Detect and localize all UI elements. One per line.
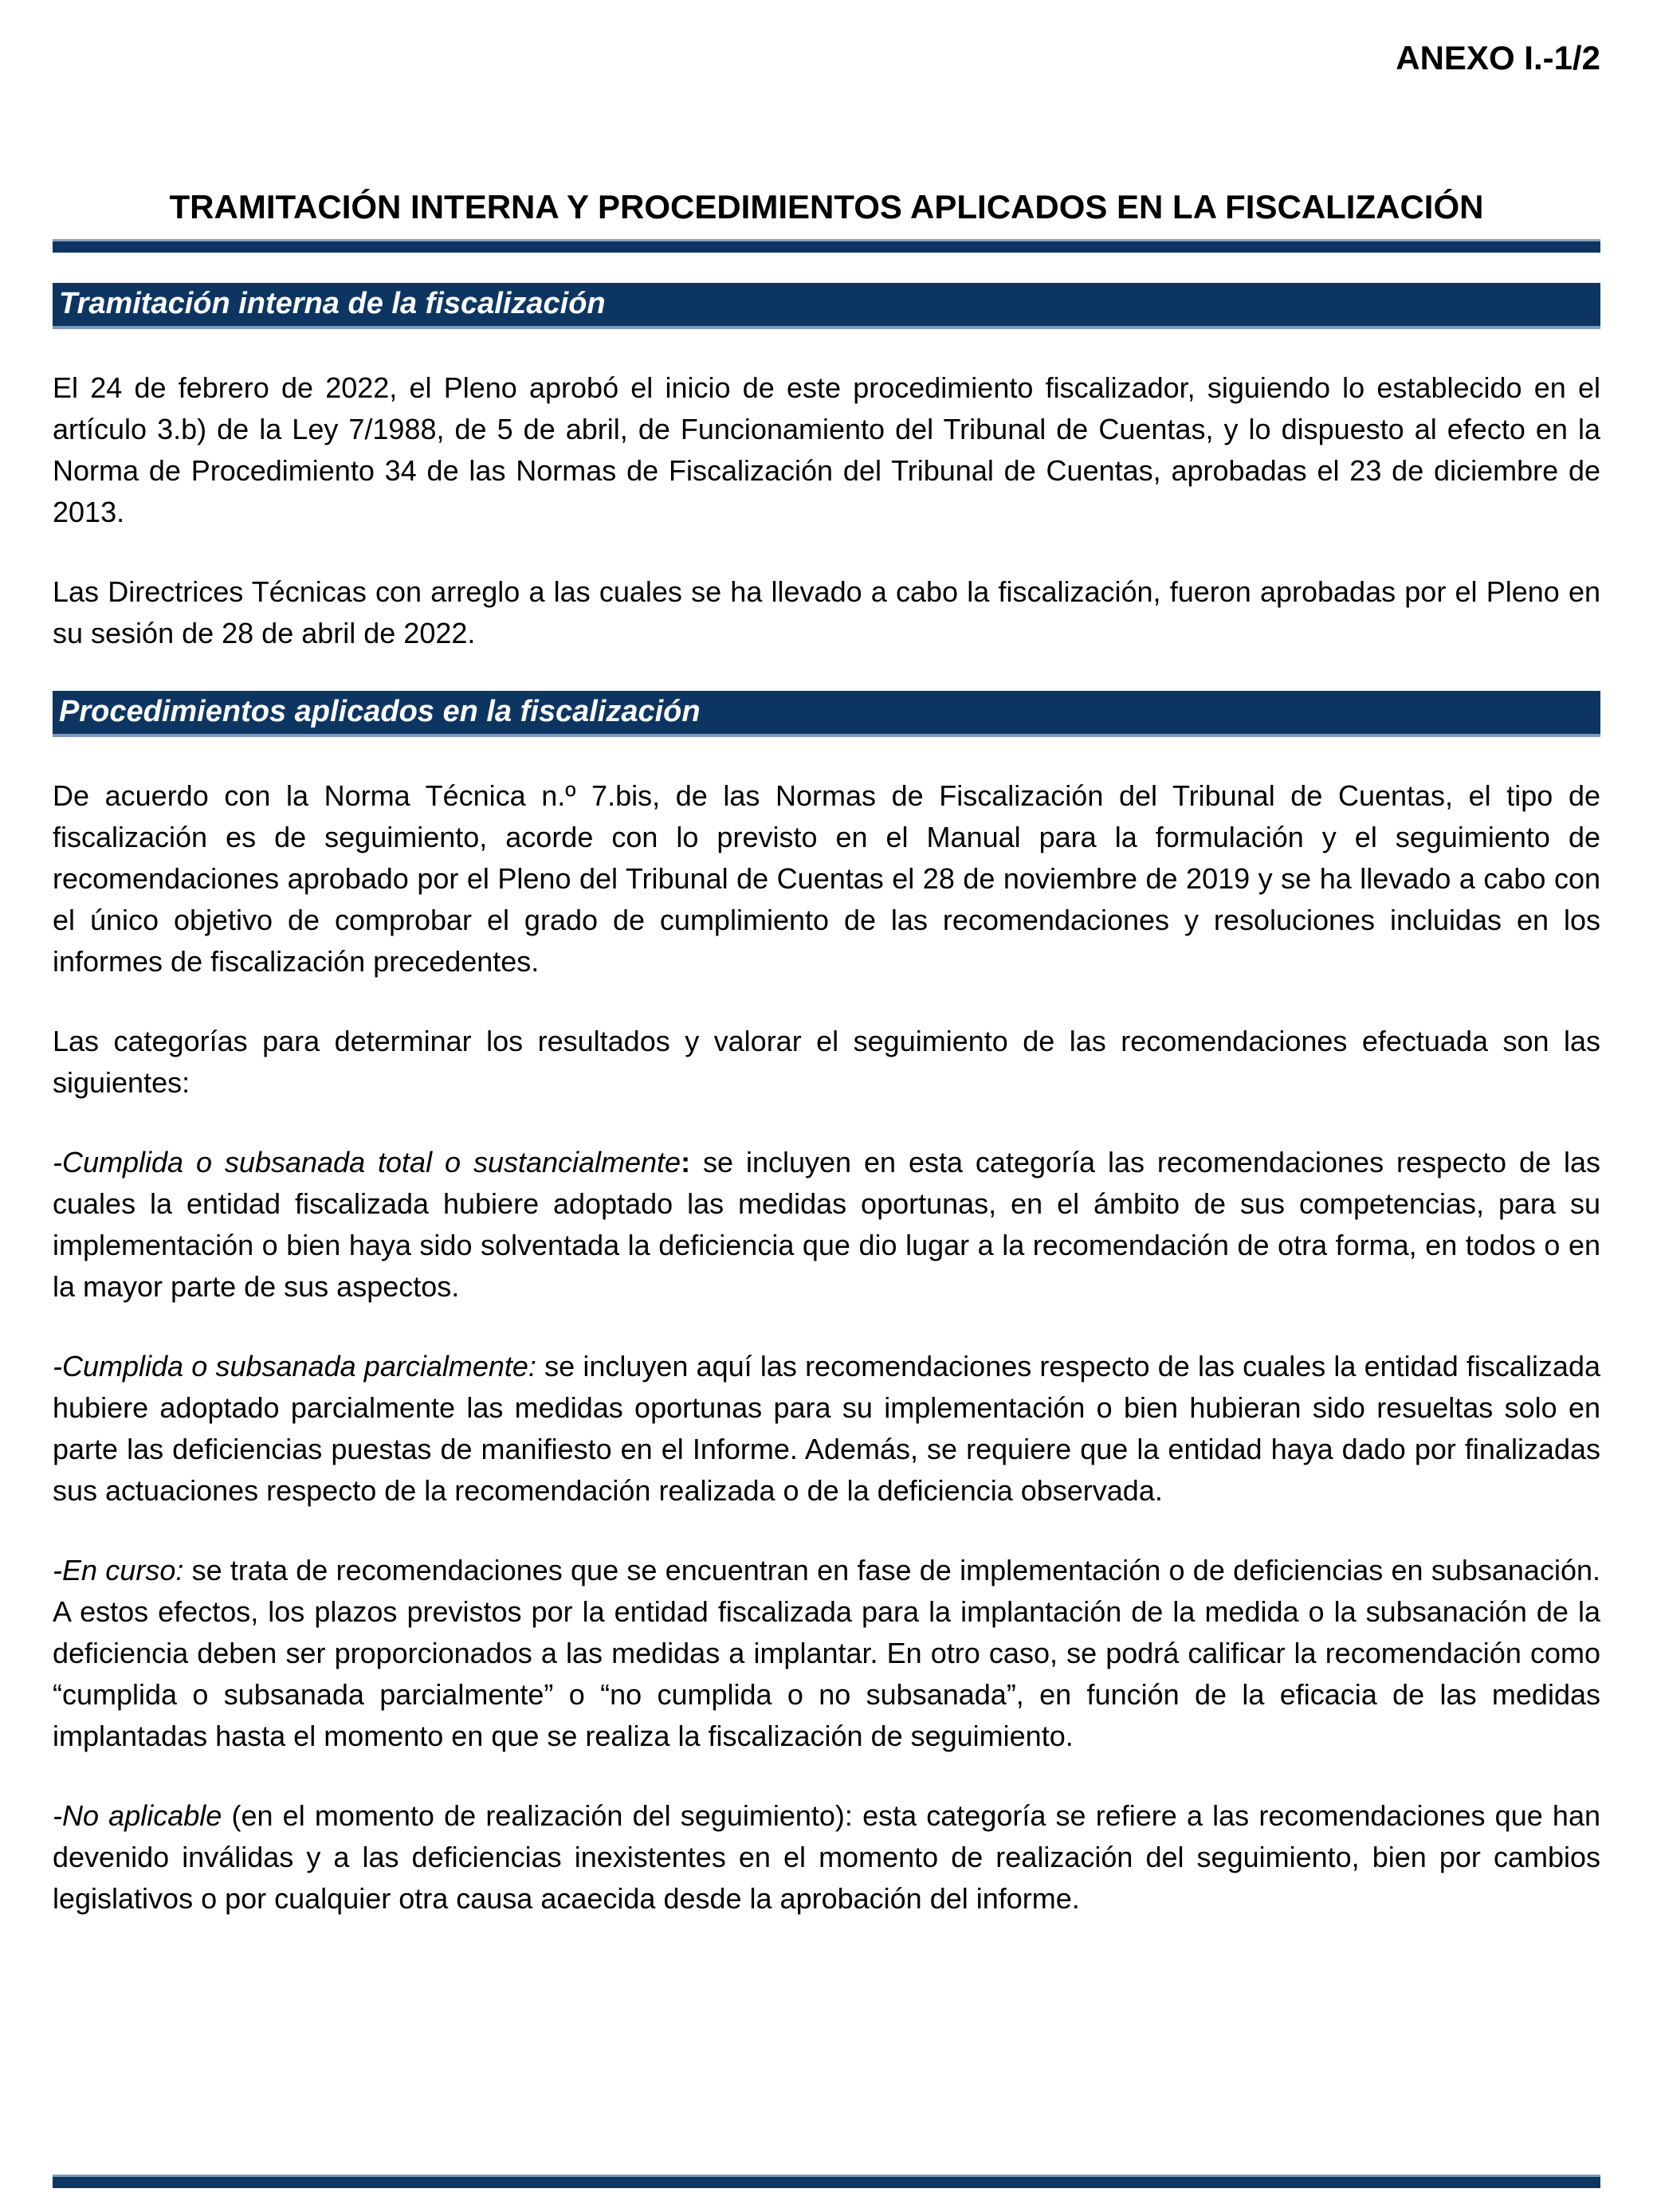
paragraph-norma-tecnica [53,775,1600,982]
paragraph-categorias-intro [53,1021,1600,1104]
paragraph-no-aplicable [53,1795,1600,1920]
paragraph-cumplida-parcial [53,1346,1600,1512]
paragraph-text: se trata de recomendaciones que se encuentran en fase de implementación o de deficiencias en subsanación. A estos efectos, los plazos previstos por la entidad fiscalizada para la implantación de la medida o la subsanación de la deficiencia deben ser proporcionados a las medidas a implantar. En otro caso, se podrá calificar la recomendación como “cumplida o subsanada parcialmente” o “no cumplida o no subsanada”, en función de la eficacia de las medidas implantadas hasta el momento en que se realiza la fiscalización de seguimiento. [53,1554,1600,1752]
paragraph-text: De acuerdo con la Norma Técnica n.º 7.bis, de las Normas de Fiscalización del Tribunal de Cuentas, el tipo de fiscalización es de seguimiento, acorde con lo previsto en el Manual para la formulación y el seguimiento de recomendaciones aprobado por el Pleno del Tribunal de Cuentas el 28 de noviembre de 2019 y se ha llevado a cabo con el único objetivo de comprobar el grado de cumplimiento de las recomendaciones y resoluciones incluidas en los informes de fiscalización precedentes. [53,779,1600,978]
paragraph-directrices-tecnicas [53,571,1600,654]
footer-rule [53,2175,1600,2188]
paragraph-pleno-inicio [53,367,1600,533]
title-underline-rule [53,239,1600,253]
annex-label: ANEXO I.-1/2 [1396,39,1600,76]
category-term-cumplida-total: -Cumplida o subsanada total o sustancialmente [53,1146,681,1179]
category-term-colon: : [681,1146,691,1179]
section-heading-tramitacion-interna [53,283,1600,329]
category-term-no-aplicable: -No aplicable [53,1799,222,1832]
paragraph-en-curso [53,1550,1600,1757]
category-term-en-curso: -En curso: [53,1554,184,1586]
paragraph-text: El 24 de febrero de 2022, el Pleno aprobó el inicio de este procedimiento fiscalizador, siguiendo lo establecido en el artículo 3.b) de la Ley 7/1988, de 5 de abril, de Funcionamiento del Tribunal de Cuentas, y lo dispuesto al efecto en la Norma de Procedimiento 34 de las Normas de Fiscalización del Tribunal de Cuentas, aprobadas el 23 de diciembre de 2013. [53,371,1600,528]
paragraph-text: se incluyen en esta categoría las recomendaciones respecto de las cuales la entidad fiscalizada hubiere adoptado las medidas oportunas, en el ámbito de sus competencias, para su implementación o bien haya sido solventada la deficiencia que dio lugar a la recomendación de otra forma, en todos o en la mayor parte de sus aspectos. [53,1146,1601,1303]
paragraph-text: Las categorías para determinar los resultados y valorar el seguimiento de las recomendaciones efectuada son las siguientes: [53,1025,1600,1099]
category-term-cumplida-parcial: -Cumplida o subsanada parcialmente: [53,1350,536,1382]
section-heading-label: Procedimientos aplicados en la fiscalización [59,695,701,728]
section-heading-procedimientos-aplicados [53,691,1600,737]
paragraph-text: se incluyen aquí las recomendaciones respecto de las cuales la entidad fiscalizada hubiere adoptado parcialmente las medidas oportunas para su implementación o bien hubieran sido resueltas solo en parte las deficiencias puestas de manifiesto en el Informe. Además, se requiere que la entidad haya dado por finalizadas sus actuaciones respecto de la recomendación realizada o de la deficiencia observada. [53,1350,1601,1507]
paragraph-text: (en el momento de realización del seguimiento): esta categoría se refiere a las recomendaciones que han devenido inválidas y a las deficiencias inexistentes en el momento de realización del seguimiento, bien por cambios legislativos o por cualquier otra causa acaecida desde la aprobación del informe. [53,1799,1600,1915]
section-heading-label: Tramitación interna de la fiscalización [59,287,606,320]
paragraph-text: Las Directrices Técnicas con arreglo a las cuales se ha llevado a cabo la fiscalización, fueron aprobadas por el Pleno en su sesión de 28 de abril de 2022. [53,575,1600,649]
page-title: TRAMITACIÓN INTERNA Y PROCEDIMIENTOS APLICADOS EN LA FISCALIZACIÓN [169,188,1484,226]
paragraph-cumplida-total [53,1142,1600,1308]
